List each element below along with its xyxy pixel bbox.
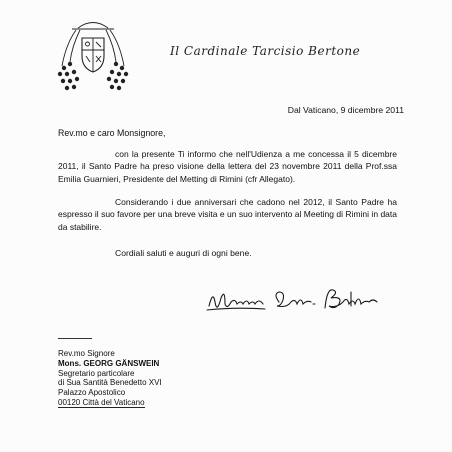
body-paragraph-2: Considerando i due anniversari che cadono nel 2012, il Santo Padre ha espresso il suo favore per una breve visita e un suo intervento al Meeting di Rimini in data da stabilire. bbox=[58, 197, 397, 232]
letter-date: Dal Vaticano, 9 dicembre 2011 bbox=[287, 105, 404, 115]
recipient-building: Palazzo Apostolico bbox=[58, 388, 126, 398]
separator-line bbox=[58, 338, 92, 339]
recipient-role: Segretario particolare bbox=[58, 368, 135, 378]
recipient-of: di Sua Santità Benedetto XVI bbox=[58, 378, 162, 388]
letter-closing: Cordiali saluti e auguri di ogni bene. bbox=[115, 248, 252, 258]
recipient-salutation: Rev.mo Signore bbox=[58, 349, 115, 358]
cardinal-coat-of-arms-icon bbox=[56, 14, 130, 94]
handwritten-signature bbox=[205, 280, 380, 320]
recipient-name: Mons. GEORG GÄNSWEIN bbox=[58, 358, 160, 368]
recipient-city: 00120 Città del Vaticano bbox=[58, 398, 145, 407]
letterhead-title: Il Cardinale Tarcisio Bertone bbox=[170, 44, 361, 58]
letter-greeting: Rev.mo e caro Monsignore, bbox=[58, 128, 166, 138]
recipient-city-line bbox=[58, 398, 145, 408]
body-paragraph-1: con la presente Ti informo che nell'Udienza a me concessa il 5 dicembre 2011, il Santo Padre ha preso visione della lettera del 23 novembre 2011 della Prof.ssa Emilia Guarnieri, Presidente del Metting di Rimini (cfr Allegato). bbox=[58, 149, 397, 184]
